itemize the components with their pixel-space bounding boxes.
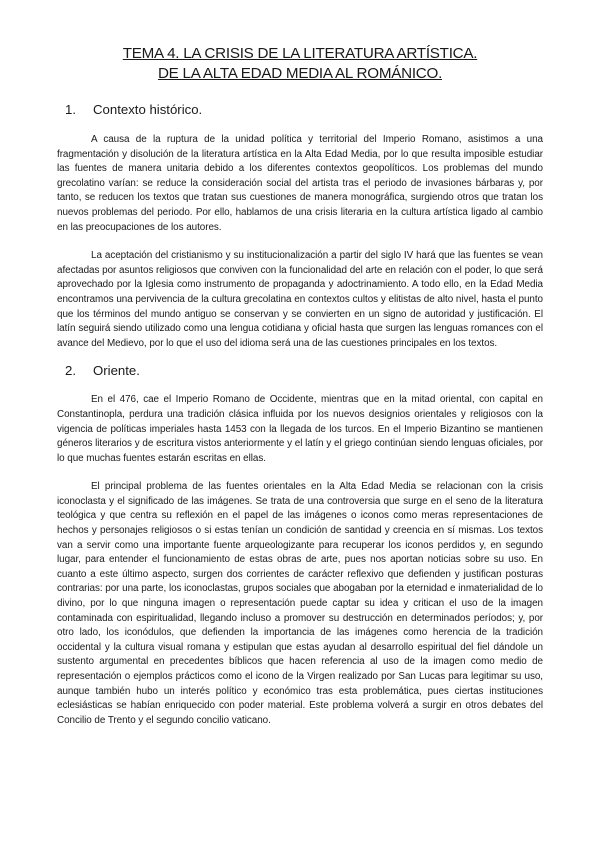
paragraph-oriente-1: En el 476, cae el Imperio Romano de Occidente, mientras que en la mitad oriental, con capital en Constantinopla, perdura una tradición clásica influida por los nuevos designios orientales y religiosos con la vigencia de políticas imperiales hasta 1453 con la llegada de los turcos. En el Imperio Bizantino se mantienen géneros literarios y de escritura vistos anteriormente y el latín y el griego continúan siendo lenguas oficiales, por lo que muchas fuentes estarán escritas en ellas.: [57, 394, 543, 464]
title-line-2: DE LA ALTA EDAD MEDIA AL ROMÁNICO.: [157, 65, 443, 82]
section-number: 2.: [65, 363, 76, 379]
section-heading-contexto: [57, 102, 543, 118]
title-line-1: TEMA 4. LA CRISIS DE LA LITERATURA ARTÍSTICA.: [122, 45, 478, 62]
paragraph-contexto-2: La aceptación del cristianismo y su institucionalización a partir del siglo IV hará que las fuentes se vean afectadas por asuntos religiosos que conviven con la funcionalidad del arte en relación con el poder, lo que será aprovechado por la Iglesia como instrumento de propaganda y adoctrinamiento. A todo ello, en la Edad Media encontramos una pervivencia de la cultura grecolatina en contextos cultos y elitistas de alto nivel, hasta el punto que los términos del mundo antiguo se conservan y se convierten en un signo de autoridad y justificación. El latín seguirá siendo utilizado como una lengua cotidiana y oficial hasta que surgen las lenguas romances con el avance del Medievo, por lo que el uso del idioma será una de las cuestiones principales en los textos.: [57, 250, 543, 349]
paragraph-contexto-1: A causa de la ruptura de la unidad política y territorial del Imperio Romano, asistimos a una fragmentación y disolución de la literatura artística en la Alta Edad Media, por lo que resulta imposible estudiar las fuentes de manera unitaria debido a los diferentes contextos geopolíticos. Los problemas del mundo grecolatino varían: se reduce la consideración social del artista tras el periodo de invasiones bárbaras y, por tanto, se reducen los textos que tratan sus cuestiones de manera monográfica, surgiendo otros que tratan los nuevos problemas del periodo. Por ello, hablamos de una crisis literaria en la cultura artística ligado al cambio en las preocupaciones de los autores.: [57, 134, 543, 233]
paragraph-oriente-2: El principal problema de las fuentes orientales en la Alta Edad Media se relacionan con la crisis iconoclasta y el significado de las imágenes. Se trata de una controversia que surge en el seno de la literatura teológica y que centra su reflexión en el papel de las imágenes o iconos como meras representaciones de hechos y personajes religiosos o si estas tenían un condición de santidad y creencia en sí mismas. Los textos van a servir como una importante fuente arqueologizante para recuperar los iconos perdidos y, en segundo lugar, para entender el funcionamiento de estas obras de arte, pues nos aportan noticias sobre su uso. En cuanto a este último aspecto, surgen dos corrientes de carácter reflexivo que defienden y justifican posturas contrarias: por una parte, los iconoclastas, grupos sociales que abogaban por la eternidad e inmaterialidad de lo divino, por lo que ninguna imagen o representación puede captar su idea y critican el uso de la imagen contaminada con espiritualidad, llegando incluso a promover su destrucción en determinados períodos; y, por otro lado, los iconódulos, que defienden la importancia de las imágenes como herencia de la tradición occidental y la cultura visual romana y estipulan que estas ayudan al desarrollo espiritual del fiel dándole un sustento argumental en precedentes bíblicos que hacen referencia al uso de la imagen como medio de representación o ejemplos prácticos como el icono de la Virgen realizado por San Lucas para legitimar su uso, aunque también hubo un interés político y económico tras esta problemática, pues ciertas instituciones eclesiásticas se habían enriquecido con poder material. Este problema volverá a surgir en otros debates del Concilio de Trento y el segundo concilio vaticano.: [57, 481, 543, 726]
section-title: Contexto histórico.: [93, 102, 203, 117]
section-heading-oriente: [57, 363, 543, 379]
page-title: [57, 44, 543, 84]
section-number: 1.: [65, 102, 76, 117]
section-title: Oriente.: [93, 363, 140, 379]
